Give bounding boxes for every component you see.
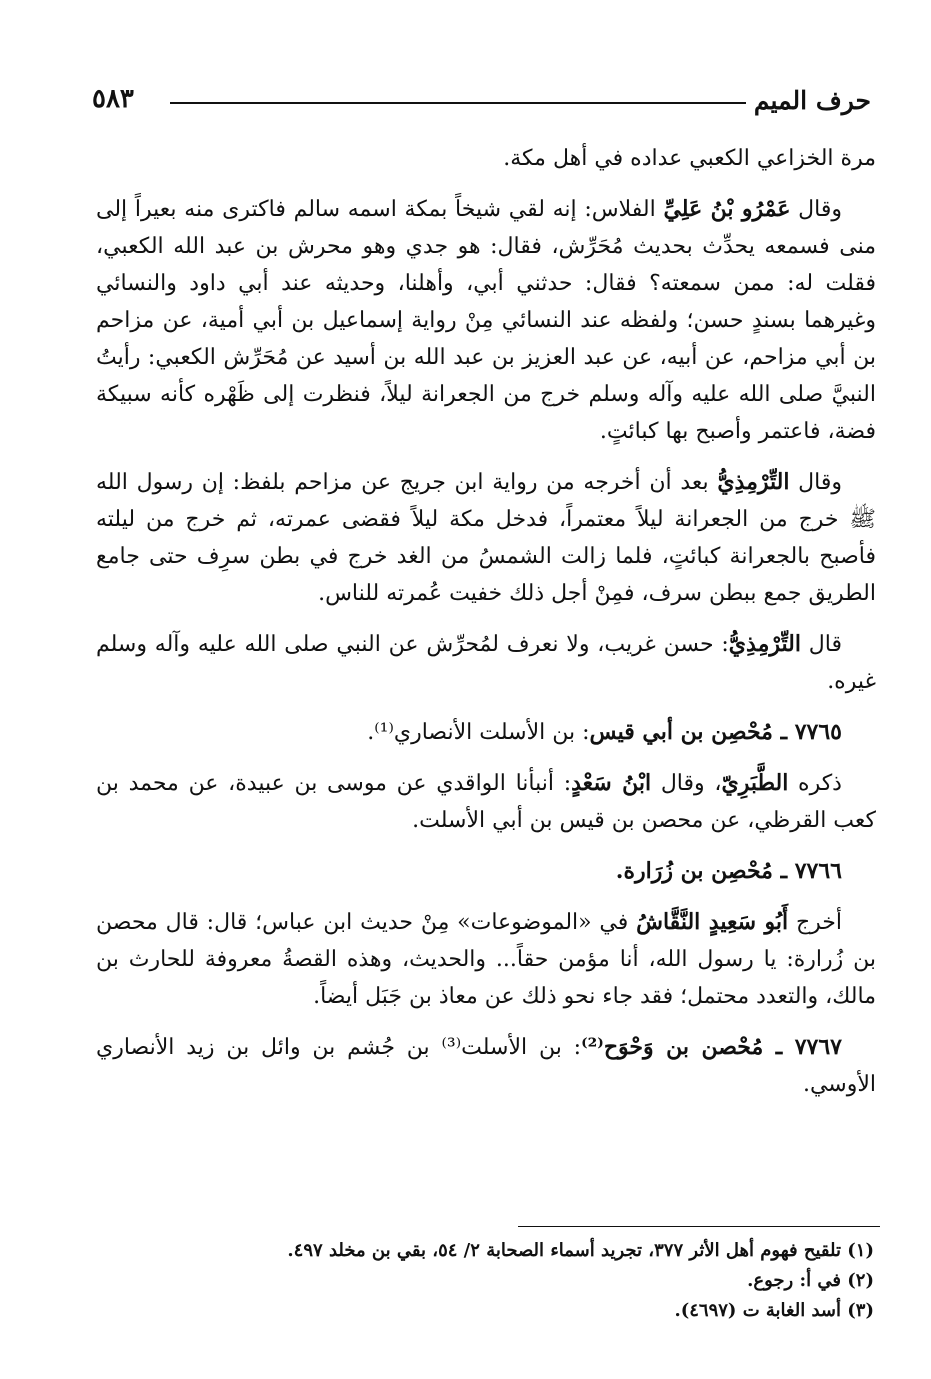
narrator-name: الطَّبَرِيّ	[721, 770, 789, 796]
footnotes	[96, 1236, 874, 1326]
paragraph: أخرج أَبُو سَعِيدٍ النَّقَّاشُ في «الموضوعات» مِنْ حديث ابن عباس؛ قال: قال محصن بن زُرارة: يا رسول الله، أنا مؤمن حقاً... والحديث، وهذه القصةُ معروفة للحارث بن مالك، والتعدد محتمل؛ فقد جاء نحو ذلك عن معاذ بن جَبَل أيضاً.	[96, 909, 876, 1009]
paragraph: مرة الخزاعي الكعبي عداده في أهل مكة.	[503, 146, 876, 171]
entry-title: ٧٧٦٧ ـ مُحْصن بن وَحْوَح⁽²⁾	[581, 1034, 842, 1060]
entry-title: ٧٧٦٦ ـ مُحْصِن بن زُرَارة.	[615, 858, 842, 884]
footnote: (٣) أسد الغابة ت (٤٦٩٧).	[674, 1300, 874, 1321]
header-rule	[170, 102, 746, 104]
chapter-title: حرف الميم	[753, 86, 871, 115]
entry-title: ٧٧٦٥ ـ مُحْصِن بن أبي قيس	[589, 719, 842, 745]
footnote: (٢) في أ: رجوع.	[747, 1270, 874, 1291]
narrator-name: عَمْرُو بْنُ عَلِيِّ	[663, 196, 791, 222]
narrator-name: التِّرْمِذِيُّ	[717, 469, 790, 495]
paragraph: وقال عَمْرُو بْنُ عَلِيِّ الفلاس: إنه لقي شيخاً بمكة اسمه سالم فاكترى منه بعيراً إلى منى فسمعه يحدِّث بحديث مُحَرِّش، فقال: هو جدي وهو محرش بن عبد الله الكعبي، فقلت له: ممن سمعته؟ فقال: حدثني أبي، وأهلنا، وحديثه عند أبي داود والنسائي وغيرهما بسندٍ حسن؛ ولفظه عند النسائي مِنْ رواية إسماعيل بن أبي أمية، عن مزاحم بن أبي مزاحم، عن أبيه، عن عبد العزيز بن عبد الله بن أسيد عن مُحَرِّش الكعبي: رأيتُ النبيَّ صلى الله عليه وآله وسلم خرج من الجعرانة ليلاً، فنظرت إلى ظَهْره كأنه سبيكة فضة، فاعتمر وأصبح بها كبائتٍ.	[96, 196, 876, 444]
paragraph: قال التِّرْمِذِيُّ: حسن غريب، ولا نعرف لمُحرِّش عن النبي صلى الله عليه وآله وسلم غيره.	[96, 631, 876, 694]
entry-7767: ٧٧٦٧ ـ مُحْصن بن وَحْوَح⁽²⁾: بن الأسلت⁽³⁾ بن جُشم بن وائل بن زيد الأنصاري الأوسي.	[96, 1034, 876, 1097]
entry-7765: ٧٧٦٥ ـ مُحْصِن بن أبي قيس: بن الأسلت الأنصاري⁽¹⁾.	[367, 719, 842, 745]
footnote: (١) تلقيح فهوم أهل الأثر ٣٧٧، تجريد أسماء الصحابة ٢/ ٥٤، بقي بن مخلد ٤٩٧.	[287, 1240, 874, 1261]
narrator-name: ابْنُ سَعْدٍ	[571, 770, 652, 796]
page-number: ٥٨٣	[92, 84, 134, 114]
footnote-separator	[518, 1226, 880, 1227]
running-header	[92, 82, 871, 122]
paragraph: وقال التِّرْمِذِيُّ بعد أن أخرجه من رواية ابن جريج عن مزاحم بلفظ: إن رسول الله ﷺ خرج من الجعرانة ليلاً معتمراً، فدخل مكة ليلاً فقضى عمرته، ثم خرج من ليلته فأصبح بالجعرانة كبائتٍ، فلما زالت الشمسُ من الغد خرج في بطن سرِف حتى جامع الطريق جمع ببطن سرف، فمِنْ أجل ذلك خفيت عُمرته للناس.	[96, 469, 876, 606]
main-text	[96, 140, 876, 1117]
entry-7766	[96, 853, 876, 890]
paragraph: ذكره الطَّبَرِيّ، وقال ابْنُ سَعْدٍ: أنبأنا الواقدي عن موسى بن عبيدة، عن محمد بن كعب القرظي، عن محصن بن قيس بن أبي الأسلت.	[96, 770, 876, 833]
narrator-name: أَبُو سَعِيدٍ النَّقَّاشُ	[636, 909, 789, 935]
narrator-name: التِّرْمِذِيُّ	[728, 631, 801, 657]
